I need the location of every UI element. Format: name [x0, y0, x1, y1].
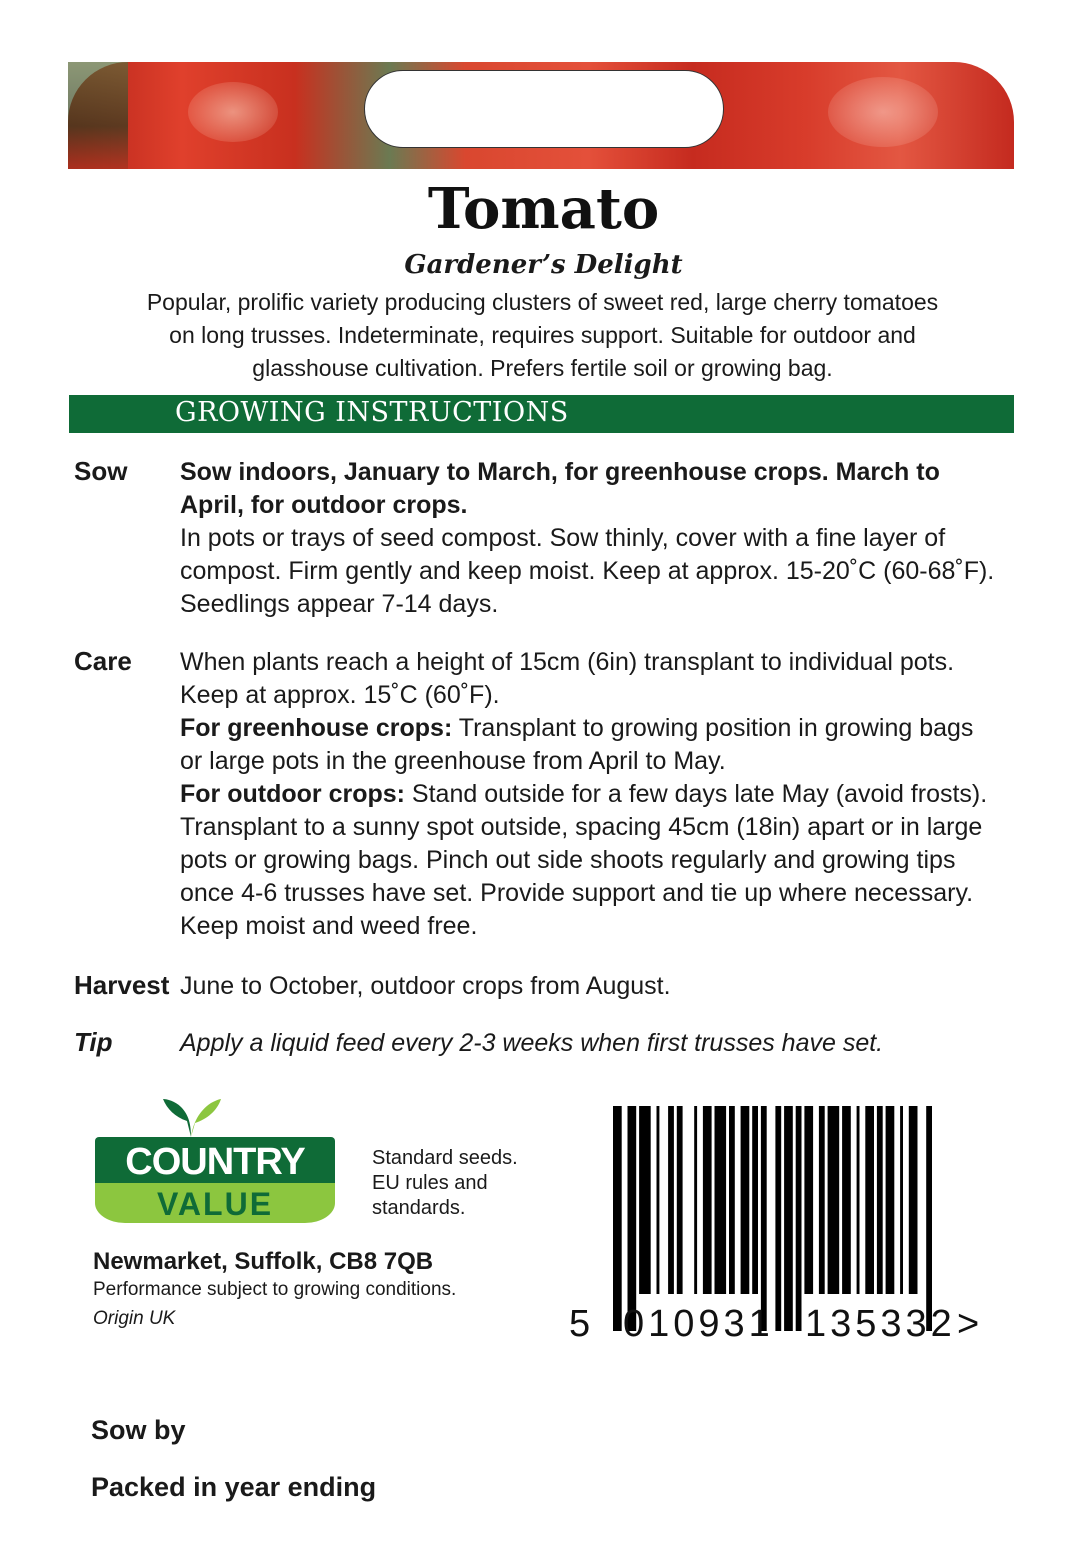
barcode-bar	[865, 1106, 874, 1294]
barcode-bar	[909, 1106, 918, 1294]
barcode-bar	[842, 1106, 851, 1294]
barcode-bar	[639, 1106, 651, 1294]
barcode-bar	[741, 1106, 750, 1294]
barcode-first-digit: 5	[569, 1303, 591, 1345]
origin-note: Origin UK	[93, 1308, 176, 1329]
sprout-icon	[161, 1095, 221, 1137]
barcode-bar	[657, 1106, 660, 1294]
barcode-bar	[694, 1106, 697, 1294]
barcode-bar	[628, 1106, 637, 1331]
variety-name: Gardener’s Delight	[404, 250, 683, 280]
barcode-bar	[613, 1106, 622, 1331]
tip-label: Tip	[74, 1027, 113, 1057]
sow-text: Sow indoors, January to March, for greenhouse crops. March to April, for outdoor crops. In pots or trays of seed compost. Sow thinly, cover with a fine layer of compost. Firm gently and keep moist. Keep at approx. 15-20˚C (60-68˚F). Seedlings appear 7-14 days.	[180, 458, 995, 618]
harvest-text: June to October, outdoor crops from August.	[180, 972, 671, 1000]
barcode-end-marker: >	[957, 1303, 980, 1345]
barcode-left-digits: 010931	[623, 1303, 774, 1345]
barcode-bar	[729, 1106, 735, 1294]
harvest-label: Harvest	[74, 970, 170, 1000]
product-description: Popular, prolific variety producing clusters of sweet red, large cherry tomatoes on long trusses. Indeterminate, requires support. Suitable for outdoor and glasshouse cultivation. Prefers fertile soil or growing bag.	[146, 289, 939, 381]
barcode-bar	[796, 1106, 802, 1331]
barcode-bar	[703, 1106, 712, 1294]
company-address: Newmarket, Suffolk, CB8 7QB	[93, 1248, 434, 1275]
care-label: Care	[74, 646, 132, 676]
barcode-bar	[677, 1106, 683, 1294]
performance-note: Performance subject to growing conditions.	[93, 1279, 457, 1300]
care-text: When plants reach a height of 15cm (6in) transplant to individual pots. Keep at approx. 15˚C (60˚F). For greenhouse crops: Transplant to growing position in growing bags or large pots in the greenhouse from April to May. For outdoor crops: Stand outside for a few days late May (avoid frosts). Transplant to a sunny spot outside, spacing 45cm (18in) apart or in large pots or growing bags. Pinch out side shoots regularly and growing tips once 4-6 trusses have set. Provide support and tie up where necessary. Keep moist and weed free.	[180, 648, 988, 940]
barcode-bar	[900, 1106, 903, 1294]
barcode-bar	[877, 1106, 883, 1294]
barcode-bar	[784, 1106, 793, 1331]
logo-text-country: COUNTRY	[125, 1141, 305, 1183]
hang-hole	[364, 70, 724, 148]
barcode-bar	[828, 1106, 840, 1294]
growing-instructions-header: GROWING INSTRUCTIONS	[69, 395, 1014, 433]
barcode-bar	[775, 1106, 781, 1331]
standard-seeds-note: Standard seeds. EU rules and standards.	[372, 1147, 518, 1219]
barcode-bar	[886, 1106, 895, 1294]
barcode	[569, 1106, 985, 1346]
barcode-bar	[926, 1106, 932, 1331]
packed-label: Packed in year ending	[91, 1472, 377, 1502]
barcode-bar	[804, 1106, 813, 1294]
product-title: Tomato	[427, 176, 660, 242]
sow-label: Sow	[74, 456, 128, 486]
barcode-bar	[761, 1106, 767, 1331]
barcode-bar	[857, 1106, 860, 1294]
barcode-bar	[668, 1106, 674, 1294]
country-value-logo	[95, 1095, 335, 1227]
barcode-bar	[819, 1106, 825, 1294]
barcode-bar	[715, 1106, 727, 1294]
tip-text: Apply a liquid feed every 2-3 weeks when first trusses have set.	[180, 1029, 884, 1057]
barcode-bar	[752, 1106, 758, 1294]
logo-text-value: VALUE	[156, 1186, 274, 1222]
barcode-right-digits: 135332	[805, 1303, 956, 1345]
sow-by-label: Sow by	[91, 1415, 186, 1445]
